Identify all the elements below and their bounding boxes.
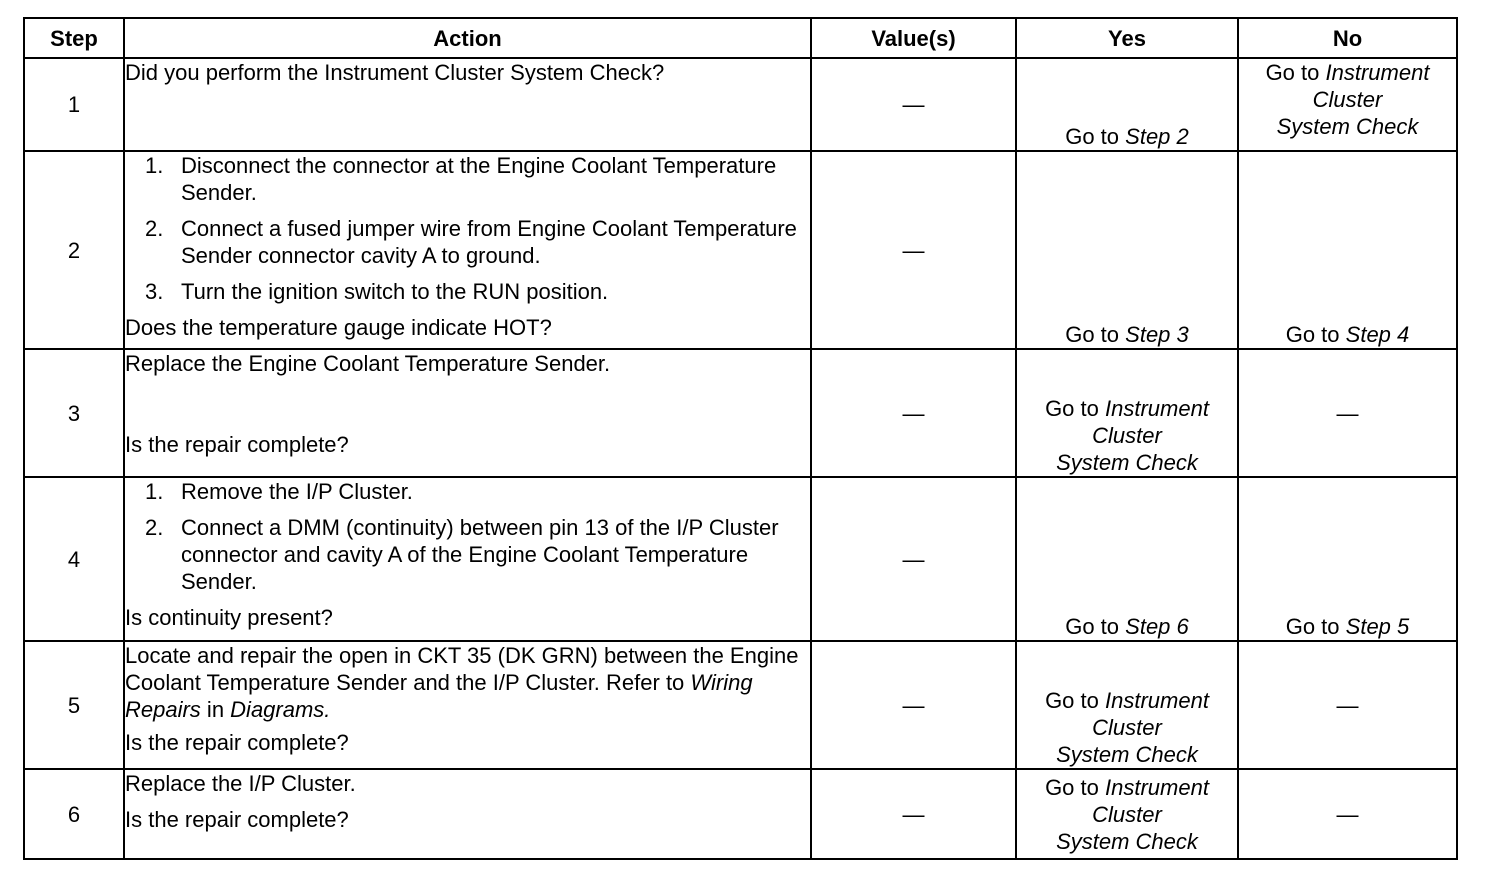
action-question: Is continuity present? (125, 605, 333, 630)
yes-cell (1016, 641, 1238, 769)
action-cell (124, 151, 811, 349)
goto-target: Instrument (1105, 396, 1209, 421)
diagnostic-table (23, 17, 1458, 860)
goto-prefix: Go to (1045, 396, 1099, 421)
step-number: 6 (24, 769, 124, 859)
goto-target: Cluster (1092, 801, 1162, 827)
value-cell: — (811, 477, 1016, 641)
value-cell: — (811, 769, 1016, 859)
goto-target: System Check (1056, 450, 1198, 475)
action-step: 2. Connect a DMM (continuity) between pin 13 of the I/P Cluster connector and cavity A of the Engine Coolant Temperature Sender. (145, 515, 779, 594)
yes-cell (1016, 769, 1238, 859)
table-row (24, 349, 1457, 477)
goto-target: Step 2 (1125, 124, 1189, 149)
step-number: 2 (24, 151, 124, 349)
goto-target: Step 6 (1125, 614, 1189, 639)
no-cell (1238, 58, 1457, 151)
action-instruction: Replace the Engine Coolant Temperature Sender. (125, 351, 611, 376)
action-question: Did you perform the Instrument Cluster System Check? (125, 60, 665, 85)
goto-target: Cluster (1312, 87, 1383, 112)
table-row (24, 769, 1457, 859)
step-number: 4 (24, 477, 124, 641)
no-cell (1238, 151, 1457, 349)
action-step: 1. Remove the I/P Cluster. (145, 479, 413, 504)
goto-prefix: Go to (1045, 774, 1099, 800)
no-cell: — (1238, 349, 1457, 477)
goto-prefix: Go to (1285, 614, 1340, 639)
goto-target: Instrument (1105, 688, 1209, 713)
no-cell: — (1238, 641, 1457, 769)
goto-prefix: Go to (1285, 322, 1340, 347)
goto-target: System Check (1276, 114, 1419, 139)
action-cell (124, 349, 811, 477)
header-values: Value(s) (811, 18, 1016, 58)
action-cell (124, 58, 811, 151)
action-step: 3. Turn the ignition switch to the RUN position. (145, 279, 609, 304)
header-step: Step (24, 18, 124, 58)
action-step: 1. Disconnect the connector at the Engine Coolant Temperature Sender. (145, 153, 777, 205)
table-row (24, 641, 1457, 769)
yes-cell (1016, 151, 1238, 349)
step-number: 1 (24, 58, 124, 151)
action-cell (124, 641, 811, 769)
header-action: Action (124, 18, 811, 58)
goto-target: Step 5 (1345, 614, 1410, 639)
no-cell: — (1238, 769, 1457, 859)
table-row (24, 477, 1457, 641)
action-step: 2. Connect a fused jumper wire from Engine Coolant Temperature Sender connector cavity A to ground. (145, 216, 797, 268)
value-cell: — (811, 151, 1016, 349)
action-question: Is the repair complete? (125, 730, 349, 755)
step-number: 3 (24, 349, 124, 477)
goto-target: System Check (1056, 742, 1198, 767)
header-no: No (1238, 18, 1457, 58)
action-question: Is the repair complete? (125, 807, 349, 832)
goto-target: Instrument (1325, 60, 1430, 85)
goto-target: Instrument (1105, 774, 1209, 800)
goto-prefix: Go to (1065, 322, 1120, 347)
yes-cell (1016, 58, 1238, 151)
goto-prefix: Go to (1265, 60, 1320, 85)
value-cell: — (811, 349, 1016, 477)
yes-cell (1016, 349, 1238, 477)
header-yes: Yes (1016, 18, 1238, 58)
action-cell (124, 769, 811, 859)
value-cell: — (811, 641, 1016, 769)
action-cell (124, 477, 811, 641)
goto-prefix: Go to (1045, 688, 1099, 713)
goto-target: Cluster (1092, 715, 1162, 740)
action-instruction: Locate and repair the open in CKT 35 (DK GRN) between the Engine Coolant Temperature Sender and the I/P Cluster. Refer to Wiring Repairs in Diagrams. (125, 643, 799, 722)
reference-link: Wiring Repairs (125, 670, 753, 722)
value-cell: — (811, 58, 1016, 151)
goto-target: Step 3 (1125, 322, 1189, 347)
action-steps (125, 478, 810, 595)
action-steps (125, 152, 810, 305)
table-row (24, 151, 1457, 349)
reference-link: Diagrams. (230, 697, 331, 722)
action-instruction: Replace the I/P Cluster. (125, 771, 356, 796)
action-question: Is the repair complete? (125, 432, 349, 457)
step-number: 5 (24, 641, 124, 769)
goto-target: Step 4 (1345, 322, 1410, 347)
header-row (24, 18, 1457, 58)
yes-cell (1016, 477, 1238, 641)
action-question: Does the temperature gauge indicate HOT? (125, 315, 552, 340)
goto-target: System Check (1056, 828, 1198, 854)
goto-prefix: Go to (1065, 614, 1120, 639)
table-row (24, 58, 1457, 151)
goto-prefix: Go to (1065, 124, 1120, 149)
no-cell (1238, 477, 1457, 641)
goto-target: Cluster (1092, 423, 1162, 448)
